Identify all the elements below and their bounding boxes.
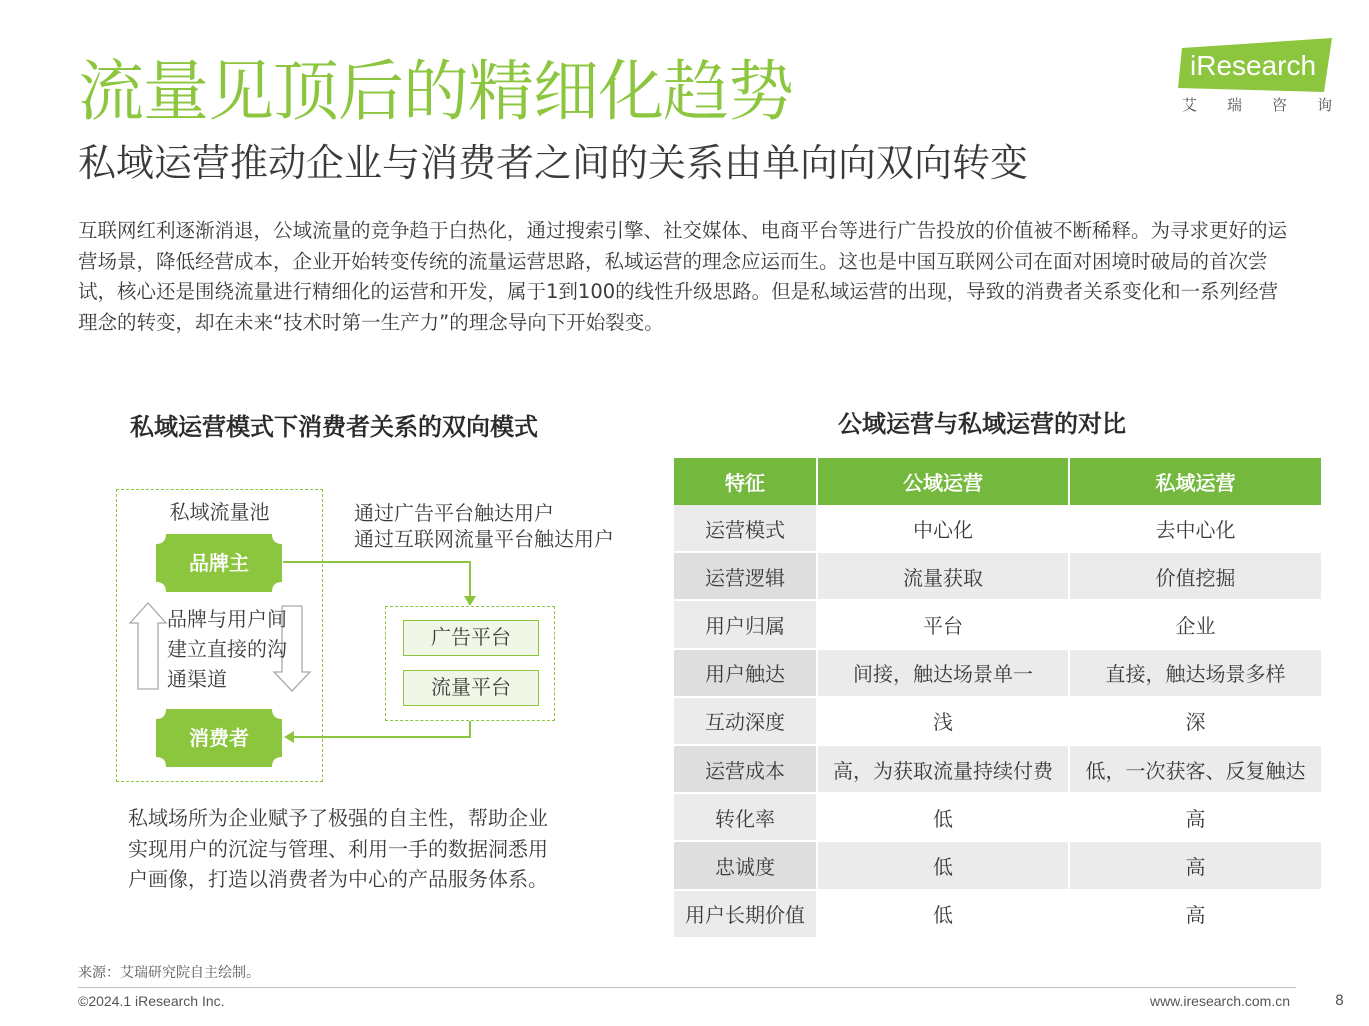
private-cell: 去中心化 <box>1070 505 1321 553</box>
public-cell: 浅 <box>818 698 1070 746</box>
reach-net-text: 通过互联网流量平台触达用户 <box>354 527 614 551</box>
private-cell: 深 <box>1070 698 1321 746</box>
header-cell: 公域运营 <box>818 458 1070 505</box>
website-link[interactable]: www.iresearch.com.cn <box>1149 993 1290 1009</box>
feature-cell: 运营逻辑 <box>674 553 818 601</box>
private-cell: 企业 <box>1070 601 1321 649</box>
left-description: 私域场所为企业赋予了极强的自主性，帮助企业实现用户的沉淀与管理、利用一手的数据洞悉用户画像，打造以消费者为中心的产品服务体系。 <box>128 806 548 891</box>
logo-cn <box>1182 94 1332 115</box>
table-row <box>674 553 1321 601</box>
right-section-title: 公域运营与私域运营的对比 <box>838 410 1126 438</box>
private-pool-label: 私域流量池 <box>169 500 270 524</box>
private-cell: 价值挖掘 <box>1070 553 1321 601</box>
table-row <box>674 505 1321 553</box>
table-row <box>674 601 1321 649</box>
table-row <box>674 746 1321 794</box>
reach-ad-text: 通过广告平台触达用户 <box>354 501 554 525</box>
platform-box <box>385 606 555 721</box>
public-cell: 低 <box>818 794 1070 842</box>
public-cell: 流量获取 <box>818 553 1070 601</box>
header-cell: 特征 <box>674 458 818 505</box>
feature-cell: 转化率 <box>674 794 818 842</box>
private-cell: 高 <box>1070 891 1321 939</box>
private-cell: 高 <box>1070 794 1321 842</box>
feature-cell: 运营模式 <box>674 505 818 553</box>
table-row <box>674 650 1321 698</box>
footer-divider <box>78 987 1296 988</box>
page-title: 流量见顶后的精细化趋势 <box>78 53 793 130</box>
private-cell: 高 <box>1070 842 1321 890</box>
private-cell: 直接，触达场景多样 <box>1070 650 1321 698</box>
traffic-platform-item: 流量平台 <box>403 670 539 706</box>
table-row <box>674 842 1321 890</box>
feature-cell: 互动深度 <box>674 698 818 746</box>
logo-cn-char: 询 <box>1316 96 1332 114</box>
relation-text: 品牌与用户间建立直接的沟通渠道 <box>167 607 287 691</box>
brand-label: 品牌主 <box>189 551 249 575</box>
page-number: 8 <box>1335 993 1344 1009</box>
copyright: ©2024.1 iResearch Inc. <box>78 993 225 1009</box>
logo-cn-char: 咨 <box>1271 96 1287 114</box>
public-cell: 中心化 <box>818 505 1070 553</box>
public-cell: 低 <box>818 891 1070 939</box>
ad-platform-item: 广告平台 <box>403 620 539 656</box>
logo-cn-char: 艾 <box>1182 96 1198 114</box>
two-way-diagram <box>110 482 650 792</box>
consumer-badge <box>156 709 282 767</box>
logo-cn-char: 瑞 <box>1226 96 1242 114</box>
consumer-label: 消费者 <box>189 726 249 750</box>
source-note: 来源：艾瑞研究院自主绘制。 <box>78 965 260 981</box>
public-cell: 平台 <box>818 601 1070 649</box>
iresearch-logo <box>1178 38 1338 118</box>
brand-badge <box>156 534 282 592</box>
header-cell: 私域运营 <box>1070 458 1321 505</box>
public-cell: 间接，触达场景单一 <box>818 650 1070 698</box>
public-cell: 高，为获取流量持续付费 <box>818 746 1070 794</box>
left-section-title: 私域运营模式下消费者关系的双向模式 <box>130 413 538 441</box>
public-cell: 低 <box>818 842 1070 890</box>
comparison-table <box>674 458 1321 939</box>
feature-cell: 用户长期价值 <box>674 891 818 939</box>
intro-paragraph: 互联网红利逐渐消退，公域流量的竞争趋于白热化，通过搜索引擎、社交媒体、电商平台等进行广告投放的价值被不断稀释。为寻求更好的运营场景，降低经营成本，企业开始转变传统的流量运营思路，私域运营的理念应运而生。这也是中国互联网公司在面对困境时破局的首次尝试，核心还是围绕流量进行精细化的运营和开发，属于1到100的线性升级思路。但是私域运营的出现，导致的消费者关系变化和一系列经营理念的转变，却在未来“技术时第一生产力”的理念导向下开始裂变。 <box>78 219 1288 334</box>
table-row <box>674 891 1321 939</box>
private-cell: 低，一次获客、反复触达 <box>1070 746 1321 794</box>
feature-cell: 用户归属 <box>674 601 818 649</box>
page-subtitle: 私域运营推动企业与消费者之间的关系由单向向双向转变 <box>78 141 1029 185</box>
feature-cell: 用户触达 <box>674 650 818 698</box>
feature-cell: 运营成本 <box>674 746 818 794</box>
logo-text: iResearch <box>1190 50 1317 81</box>
reach-text <box>354 500 614 552</box>
table-header-row <box>674 458 1321 505</box>
feature-cell: 忠诚度 <box>674 842 818 890</box>
table-row <box>674 698 1321 746</box>
table-row <box>674 794 1321 842</box>
